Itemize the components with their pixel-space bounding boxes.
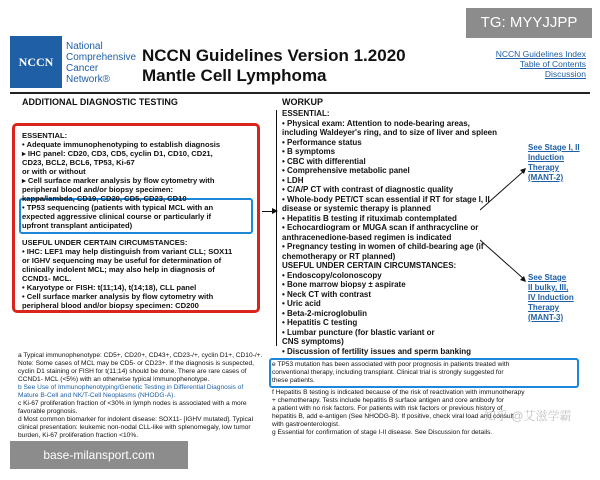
right-line: chemotherapy or RT planned) <box>282 251 396 261</box>
right-line: • Comprehensive metabolic panel <box>282 166 410 175</box>
footnote-line: clinical presentation: leukemic non-nodal CLL-like with splenomegaly, low tumor <box>18 424 251 431</box>
right-line: • Hepatitis B testing if rituximab contemplated <box>282 213 457 223</box>
right-line: • LDH <box>282 175 304 185</box>
right-line: • C/A/P CT with contrast of diagnostic quality <box>282 185 454 194</box>
right-line: • Hepatitis C testing <box>282 318 358 327</box>
guideline-topic-title: Mantle Cell Lymphoma <box>142 66 327 85</box>
left-line: clinically indolent MCL; may also help in diagnosis of <box>22 265 215 274</box>
right-line: • Pregnancy testing in women of child-bearing age (if <box>282 242 484 251</box>
footnote-line: burden, Ki-67 proliferation fraction <10%. <box>18 432 139 439</box>
right-line: • Neck CT with contrast <box>282 289 372 299</box>
guideline-version-title: NCCN Guidelines Version 1.2020 <box>142 46 406 65</box>
footnote-line: CCND1- MCL (<5%) with an otherwise typical immunophenotype. <box>18 376 210 383</box>
left-line: ▸ IHC panel: CD20, CD3, CD5, cyclin D1, CD10, CD21, <box>22 149 213 158</box>
stage-link-line[interactable]: (MANT-3) <box>528 313 564 322</box>
left-line: • TP53 sequencing (patients with typical MCL with an <box>22 203 214 212</box>
right-line: USEFUL UNDER CERTAIN CIRCUMSTANCES: <box>282 261 457 270</box>
left-line: CD23, BCL2, BCL6, TP53, Ki-67 <box>22 158 135 167</box>
left-line: • IHC: LEF1 may help distinguish from variant CLL; SOX11 <box>22 247 233 256</box>
left-line: kappa/lambda, CD19, CD20, CD5, CD23, CD10 <box>22 194 187 203</box>
right-line: disease or systemic therapy is planned <box>282 204 431 213</box>
footnote-link[interactable]: b See Use of Immunophenotyping/Genetic Testing in Differential Diagnosis of <box>18 384 244 391</box>
bottom-left-overlay-badge: base-milansport.com <box>10 441 188 469</box>
right-line: • Discussion of fertility issues and sperm banking <box>282 346 472 356</box>
left-line: or IGHV sequencing may be useful for determination of <box>22 256 222 265</box>
right-line: • Physical exam: Attention to node-bearing areas, <box>282 118 470 128</box>
org-line: National <box>66 41 103 52</box>
stage-link-line[interactable]: See Stage I, II <box>528 143 580 152</box>
right-line: • Beta-2-microglobulin <box>282 308 368 318</box>
stage-link-line[interactable]: II bulky, III, <box>528 283 569 292</box>
left-line: • Adequate immunophenotyping to establish diagnosis <box>22 140 221 149</box>
stage-link-line[interactable]: Therapy <box>528 163 560 172</box>
right-line: anthracenedione-based regimen is indicated <box>282 232 452 242</box>
top-right-overlay-badge: TG: MYYJJPP <box>466 8 592 38</box>
left-line: • Karyotype or FISH: t(11;14), t(14;18), CLL panel <box>22 283 197 292</box>
nccn-logo: NCCN <box>10 36 62 88</box>
left-line: CCND1- MCL. <box>22 274 72 283</box>
guidelines-index-link[interactable]: NCCN Guidelines Index <box>495 49 586 59</box>
left-line: ▸ Cell surface marker analysis by flow cytometry with <box>22 176 215 185</box>
footnote-line: conventional therapy, including transplant. Clinical trial is strongly suggested for <box>272 369 504 376</box>
right-line: • Uric acid <box>282 299 321 308</box>
stage-link-line[interactable]: (MANT-2) <box>528 173 564 182</box>
right-line: • Lumbar puncture (for blastic variant or <box>282 327 435 337</box>
left-line: expected aggressive clinical course or particularly if <box>22 212 212 221</box>
arrow-to-stage-1 <box>480 170 525 210</box>
workup-heading: WORKUP <box>282 97 323 107</box>
right-line: • Echocardiogram or MUGA scan if anthracycline or <box>282 223 479 232</box>
arrow-to-stage-2 <box>480 240 525 280</box>
footnote-line: with gastroenterologist. <box>272 421 340 428</box>
table-of-contents-link[interactable]: Table of Contents <box>519 59 586 69</box>
watermark-text: 知乎 @艾滋学霸 <box>484 409 572 423</box>
right-line: • CBC with differential <box>282 156 366 166</box>
left-line: upfront transplant anticipated) <box>22 221 133 230</box>
stage-link-line[interactable]: IV Induction <box>528 293 574 302</box>
left-line: • Cell surface marker analysis by flow cytometry with <box>22 292 214 301</box>
org-line: Network® <box>66 74 111 85</box>
left-line: ESSENTIAL: <box>22 131 68 140</box>
right-line: • Performance status <box>282 137 362 147</box>
footnote-link[interactable]: Mature B-Cell and NK/T-Cell Neoplasms (NHODG-A). <box>18 392 176 399</box>
footnote-line: c Ki-67 proliferation fraction of <30% in lymph nodes is associated with a more <box>18 400 247 407</box>
left-line: or with or without <box>22 167 86 176</box>
stage-arrows <box>480 160 530 310</box>
footnote-line: f Hepatitis B testing is indicated because of the risk of reactivation with immunotherapy <box>272 389 525 396</box>
org-line: Comprehensive <box>66 52 137 63</box>
right-line: • Endoscopy/colonoscopy <box>282 270 382 280</box>
right-line: ESSENTIAL: <box>282 109 330 118</box>
footnote-line: cyclin D1 staining or FISH for t(11;14) should be done. There are rare cases of <box>18 368 247 375</box>
footnote-line: these patients. <box>272 377 315 384</box>
stage-link-line[interactable]: See Stage <box>528 273 567 282</box>
right-line: • Whole-body PET/CT scan essential if RT for stage I, II <box>282 194 490 204</box>
header-divider <box>10 92 590 94</box>
left-line: peripheral blood and/or biopsy specimen: <box>22 185 174 194</box>
footnote-line: g Essential for confirmation of stage I-II disease. See Discussion for details. <box>272 429 493 436</box>
left-line: peripheral blood and/or biopsy specimen: CD200 <box>22 301 199 310</box>
discussion-link[interactable]: Discussion <box>544 69 586 79</box>
stage-link-line[interactable]: Therapy <box>528 303 560 312</box>
footnote-line: d Most common biomarker for indolent disease: SOX11- [IGHV mutated]. Typical <box>18 416 254 423</box>
organization-name <box>66 41 136 85</box>
footnote-line: + chemotherapy. Tests include hepatitis B surface antigen and core antibody for <box>272 397 504 404</box>
footnote-line: Note: Some cases of MCL may be CD5- or CD23+. If the diagnosis is suspected, <box>18 360 254 367</box>
right-line: CNS symptoms) <box>282 337 344 346</box>
right-line: • Bone marrow biopsy ± aspirate <box>282 280 406 289</box>
right-line: including Waldeyer's ring, and to size of liver and spleen <box>282 128 497 137</box>
footnote-line: hepatitis B, add e-antigen (See NHODG-B). If positive, check viral load and consult <box>272 413 514 420</box>
footnote-line: a patient with no risk factors. For patients with risk factors or previous history of <box>272 405 503 412</box>
workup-bracket <box>276 110 280 346</box>
footnote-line: favorable prognosis. <box>18 408 78 415</box>
footnote-line: a Typical immunophenotype: CD5+, CD20+, CD43+, CD23-/+, cyclin D1+, CD10-/+. <box>18 352 263 359</box>
left-line: USEFUL UNDER CERTAIN CIRCUMSTANCES: <box>22 238 188 247</box>
org-line: Cancer <box>66 63 99 74</box>
footnote-line: e TP53 mutation has been associated with poor prognosis in patients treated with <box>272 361 510 368</box>
additional-diagnostic-testing-heading: ADDITIONAL DIAGNOSTIC TESTING <box>22 97 178 107</box>
right-line: • B symptoms <box>282 147 336 156</box>
stage-link-line[interactable]: Induction <box>528 153 564 162</box>
